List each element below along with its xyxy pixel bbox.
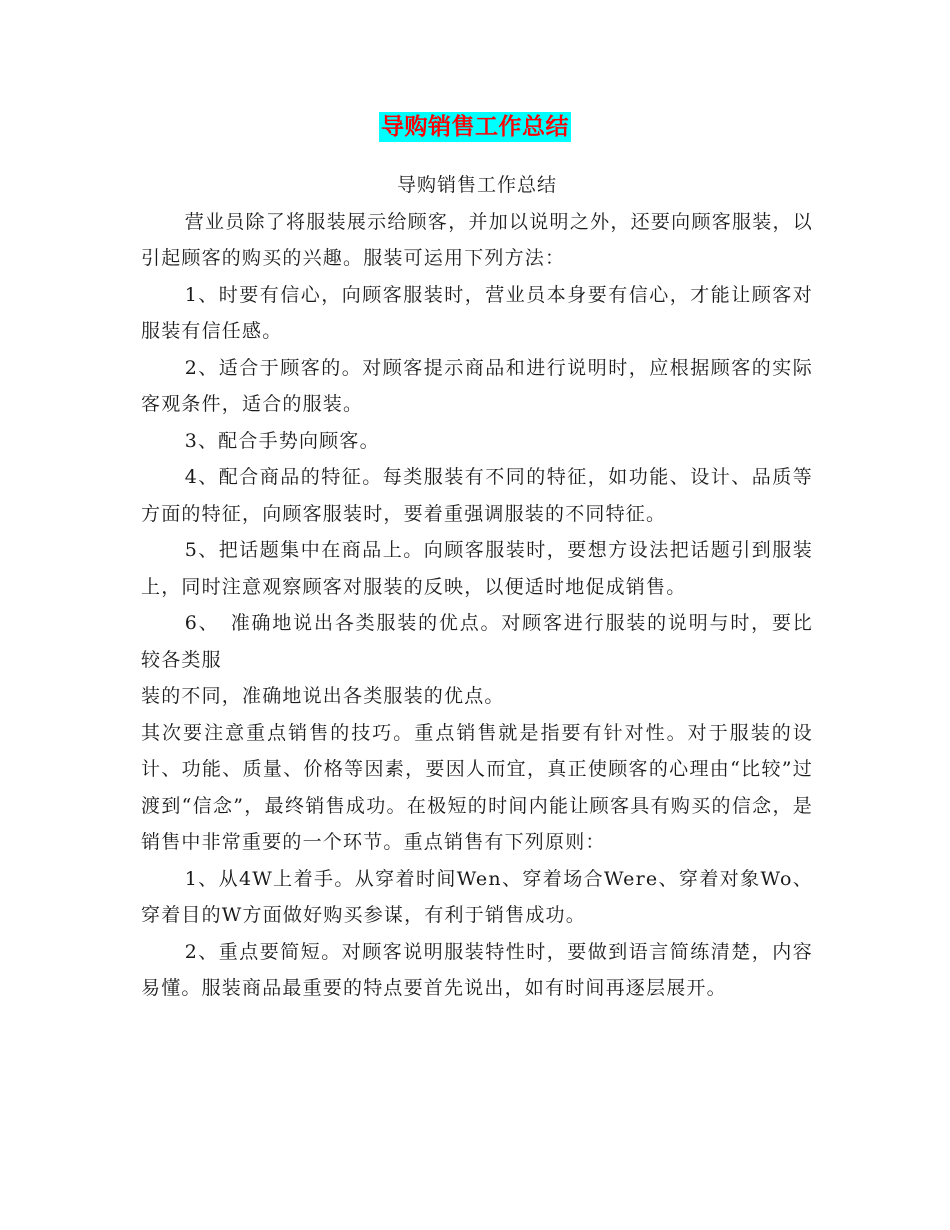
document-subtitle: 导购销售工作总结 [396, 174, 557, 196]
paragraph-item-6: 6、 准确地说出各类服装的优点。对顾客进行服装的说明与时，要比较各类服 [141, 612, 813, 671]
paragraph-item-3: 3、配合手势向顾客。 [184, 429, 380, 452]
document-body [141, 167, 813, 1007]
document-title [0, 112, 950, 146]
paragraph-key-selling: 其次要注意重点销售的技巧。重点销售就是指要有针对性。对于服装的设计、功能、质量、价格等因素，要因人而宜，真正使顾客的心理由“比较”过渡到“信念”，最终销售成功。在极短的时间内能让顾客具有购买的信念，是销售中非常重要的一个环节。重点销售有下列原则： [141, 721, 813, 853]
paragraph-intro: 营业员除了将服装展示给顾客，并加以说明之外，还要向顾客服装，以引起顾客的购买的兴趣。服装可运用下列方法： [141, 210, 813, 269]
paragraph-item-5: 5、把话题集中在商品上。向顾客服装时，要想方设法把话题引到服装上，同时注意观察顾客对服装的反映，以便适时地促成销售。 [141, 539, 813, 598]
paragraph-item-1: 1、时要有信心，向顾客服装时，营业员本身要有信心，才能让顾客对服装有信任感。 [141, 283, 813, 342]
paragraph-item-2: 2、适合于顾客的。对顾客提示商品和进行说明时，应根据顾客的实际客观条件，适合的服装。 [141, 356, 813, 415]
paragraph-item-4: 4、配合商品的特征。每类服装有不同的特征，如功能、设计、品质等方面的特征，向顾客服装时，要着重强调服装的不同特征。 [141, 466, 813, 525]
paragraph-principle-2: 2、重点要简短。对顾客说明服装特性时，要做到语言简练清楚，内容易懂。服装商品最重要的特点要首先说出，如有时间再逐层展开。 [141, 940, 813, 999]
document-title-text: 导购销售工作总结 [381, 114, 569, 140]
paragraph-item-6-continued: 装的不同，准确地说出各类服装的优点。 [141, 685, 505, 707]
paragraph-principle-1: 1、从4W上着手。从穿着时间Wen、穿着场合Were、穿着对象Wo、穿着目的W方面做好购买参谋，有利于销售成功。 [141, 867, 813, 926]
